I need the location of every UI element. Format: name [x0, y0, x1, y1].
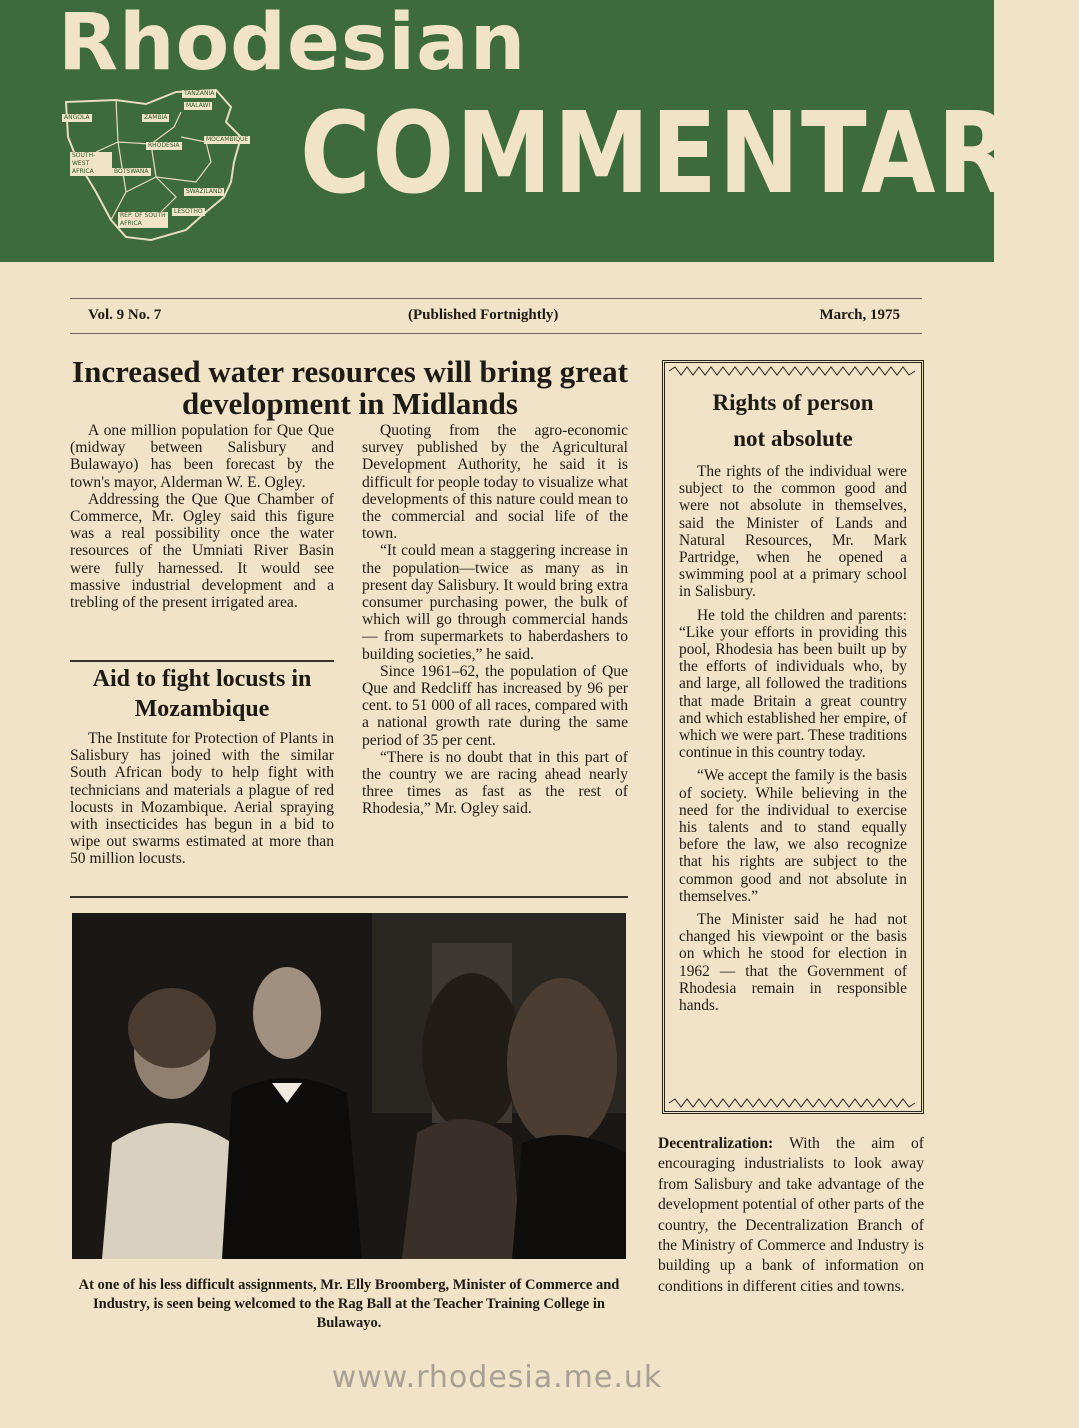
website-watermark: www.rhodesia.me.uk	[331, 1360, 663, 1395]
masthead	[0, 0, 1079, 262]
map-label-tanzania: TANZANIA	[184, 90, 215, 97]
southern-africa-map	[56, 82, 306, 244]
locust-article-paragraph: The Institute for Protection of Plants in Salisbury has joined with the similar South African body to help fight with technicians and materials a plague of red locusts in Mozambique. Aerial spraying with insecticides has begun in a bid to wipe out swarms estimated at more than 50 million locusts.	[70, 730, 334, 868]
photo-caption: At one of his less difficult assignments, Mr. Elly Broomberg, Minister of Commerce and Industry, is seen being welcomed to the Rag Ball at the Teacher Training College in Bulawayo.	[78, 1277, 620, 1331]
zigzag-border-top	[669, 367, 915, 375]
map-label-malawi: MALAWI	[186, 102, 211, 109]
issue-date: March, 1975	[819, 307, 900, 323]
issue-volume: Vol. 9 No. 7	[88, 307, 162, 323]
issue-frequency: (Published Fortnightly)	[408, 307, 559, 323]
map-label-rhodesia: RHODESIA	[148, 142, 180, 149]
photo-illustration	[72, 913, 626, 1259]
map-label-swaziland: SWAZILAND	[186, 188, 223, 195]
rights-article-box	[662, 360, 924, 1114]
main-article-paragraph: Quoting from the agro-economic survey published by the Agricultural Development Authority, he said it is difficult for people today to visualize what developments of this nature could mean to the commercial and social life of the town.	[362, 422, 628, 543]
divider-rule	[70, 896, 628, 898]
rights-headline-line-2: not absolute	[733, 426, 853, 451]
map-label-angola: ANGOLA	[64, 114, 90, 121]
rag-ball-photo	[72, 913, 626, 1259]
rights-article-paragraph: The rights of the individual were subject to the common good and were not absolute in themselves, said the Minister of Lands and Natural Resources, Mr. Mark Partridge, when he opened a swimming pool at a primary school in Salisbury.	[679, 463, 907, 601]
decentralization-lead: Decentralization:	[658, 1135, 774, 1152]
masthead-title-rhodesian: Rhodesian	[58, 0, 527, 88]
main-article-headline: Increased water resources will bring great development in Midlands	[72, 354, 628, 421]
locust-article-body	[70, 730, 334, 868]
zigzag-border-bottom	[669, 1099, 915, 1107]
main-article-column-2	[362, 422, 628, 818]
main-article-paragraph: Since 1961–62, the population of Que Que and Redcliff has increased by 96 per cent. to 51 000 of all races, compared with a national growth rate during the same period of 35 per cent.	[362, 662, 628, 749]
masthead-title-commentary: COMMENTARY	[300, 89, 1079, 219]
main-article-column-1	[70, 422, 334, 611]
map-label-botswana: BOTSWANA	[114, 168, 149, 175]
divider-rule	[70, 660, 334, 662]
decentralization-article	[658, 1134, 924, 1297]
rights-article-paragraph: “We accept the family is the basis of society. While believing in the need for the individual to exercise his talents and to stand equally before the law, we also recognize that his rights are subject to the common good and not absolute in themselves.”	[679, 767, 907, 905]
rights-article-paragraph: The Minister said he had not changed his viewpoint or the basis on which he stood for election in 1962 — that the Government of Rhodesia remain in responsible hands.	[679, 911, 907, 1015]
map-label-southwest-africa: SOUTH-WEST AFRICA	[70, 152, 112, 176]
main-article-paragraph: “It could mean a staggering increase in the population—twice as many as in present day Salisbury. It would bring extra consumer purchasing power, the bulk of which will go through commercial hands — from supermarkets to haberdashers to building societies,” he said.	[362, 542, 628, 663]
rights-headline-line-1: Rights of person	[712, 390, 874, 415]
main-article-paragraph: A one million population for Que Que (midway between Salisbury and Bulawayo) has been forecast by the town's mayor, Alderman W. E. Ogley.	[70, 422, 334, 491]
rights-article-headline	[677, 385, 909, 457]
rights-article-body	[679, 463, 907, 1020]
locust-article-headline: Aid to fight locusts in Mozambique	[92, 666, 312, 722]
decentralization-text: With the aim of encouraging industrialists to look away from Salisbury and take advantage of the development potential of other parts of the country, the Decentralization Branch of the Ministry of Commerce and Industry is building up a bank of information on conditions in different cities and towns.	[658, 1135, 924, 1295]
rights-article-paragraph: He told the children and parents: “Like your efforts in providing this pool, Rhodesia has been built up by the efforts of individuals who, by and large, all followed the traditions that made Britain a great country and which established her empire, of which we were part. These traditions continue in this country today.	[679, 606, 907, 762]
map-label-lesotho: LESOTHO	[174, 208, 203, 215]
map-label-south-africa: REP. OF SOUTH AFRICA	[118, 212, 168, 228]
issue-info-bar	[70, 298, 922, 334]
main-article-paragraph: “There is no doubt that in this part of the country we are racing ahead nearly three times as fast as the rest of Rhodesia,” Mr. Ogley said.	[362, 748, 628, 818]
main-article-paragraph: Addressing the Que Que Chamber of Commerce, Mr. Ogley said this figure was a real possibility once the water resources of the Umniati River Basin were fully harnessed. It would see massive industrial development and a trebling of the present irrigated area.	[70, 490, 334, 612]
map-label-mozambique: MOCAMBIQUE	[206, 136, 249, 143]
map-label-zambia: ZAMBIA	[144, 114, 168, 121]
